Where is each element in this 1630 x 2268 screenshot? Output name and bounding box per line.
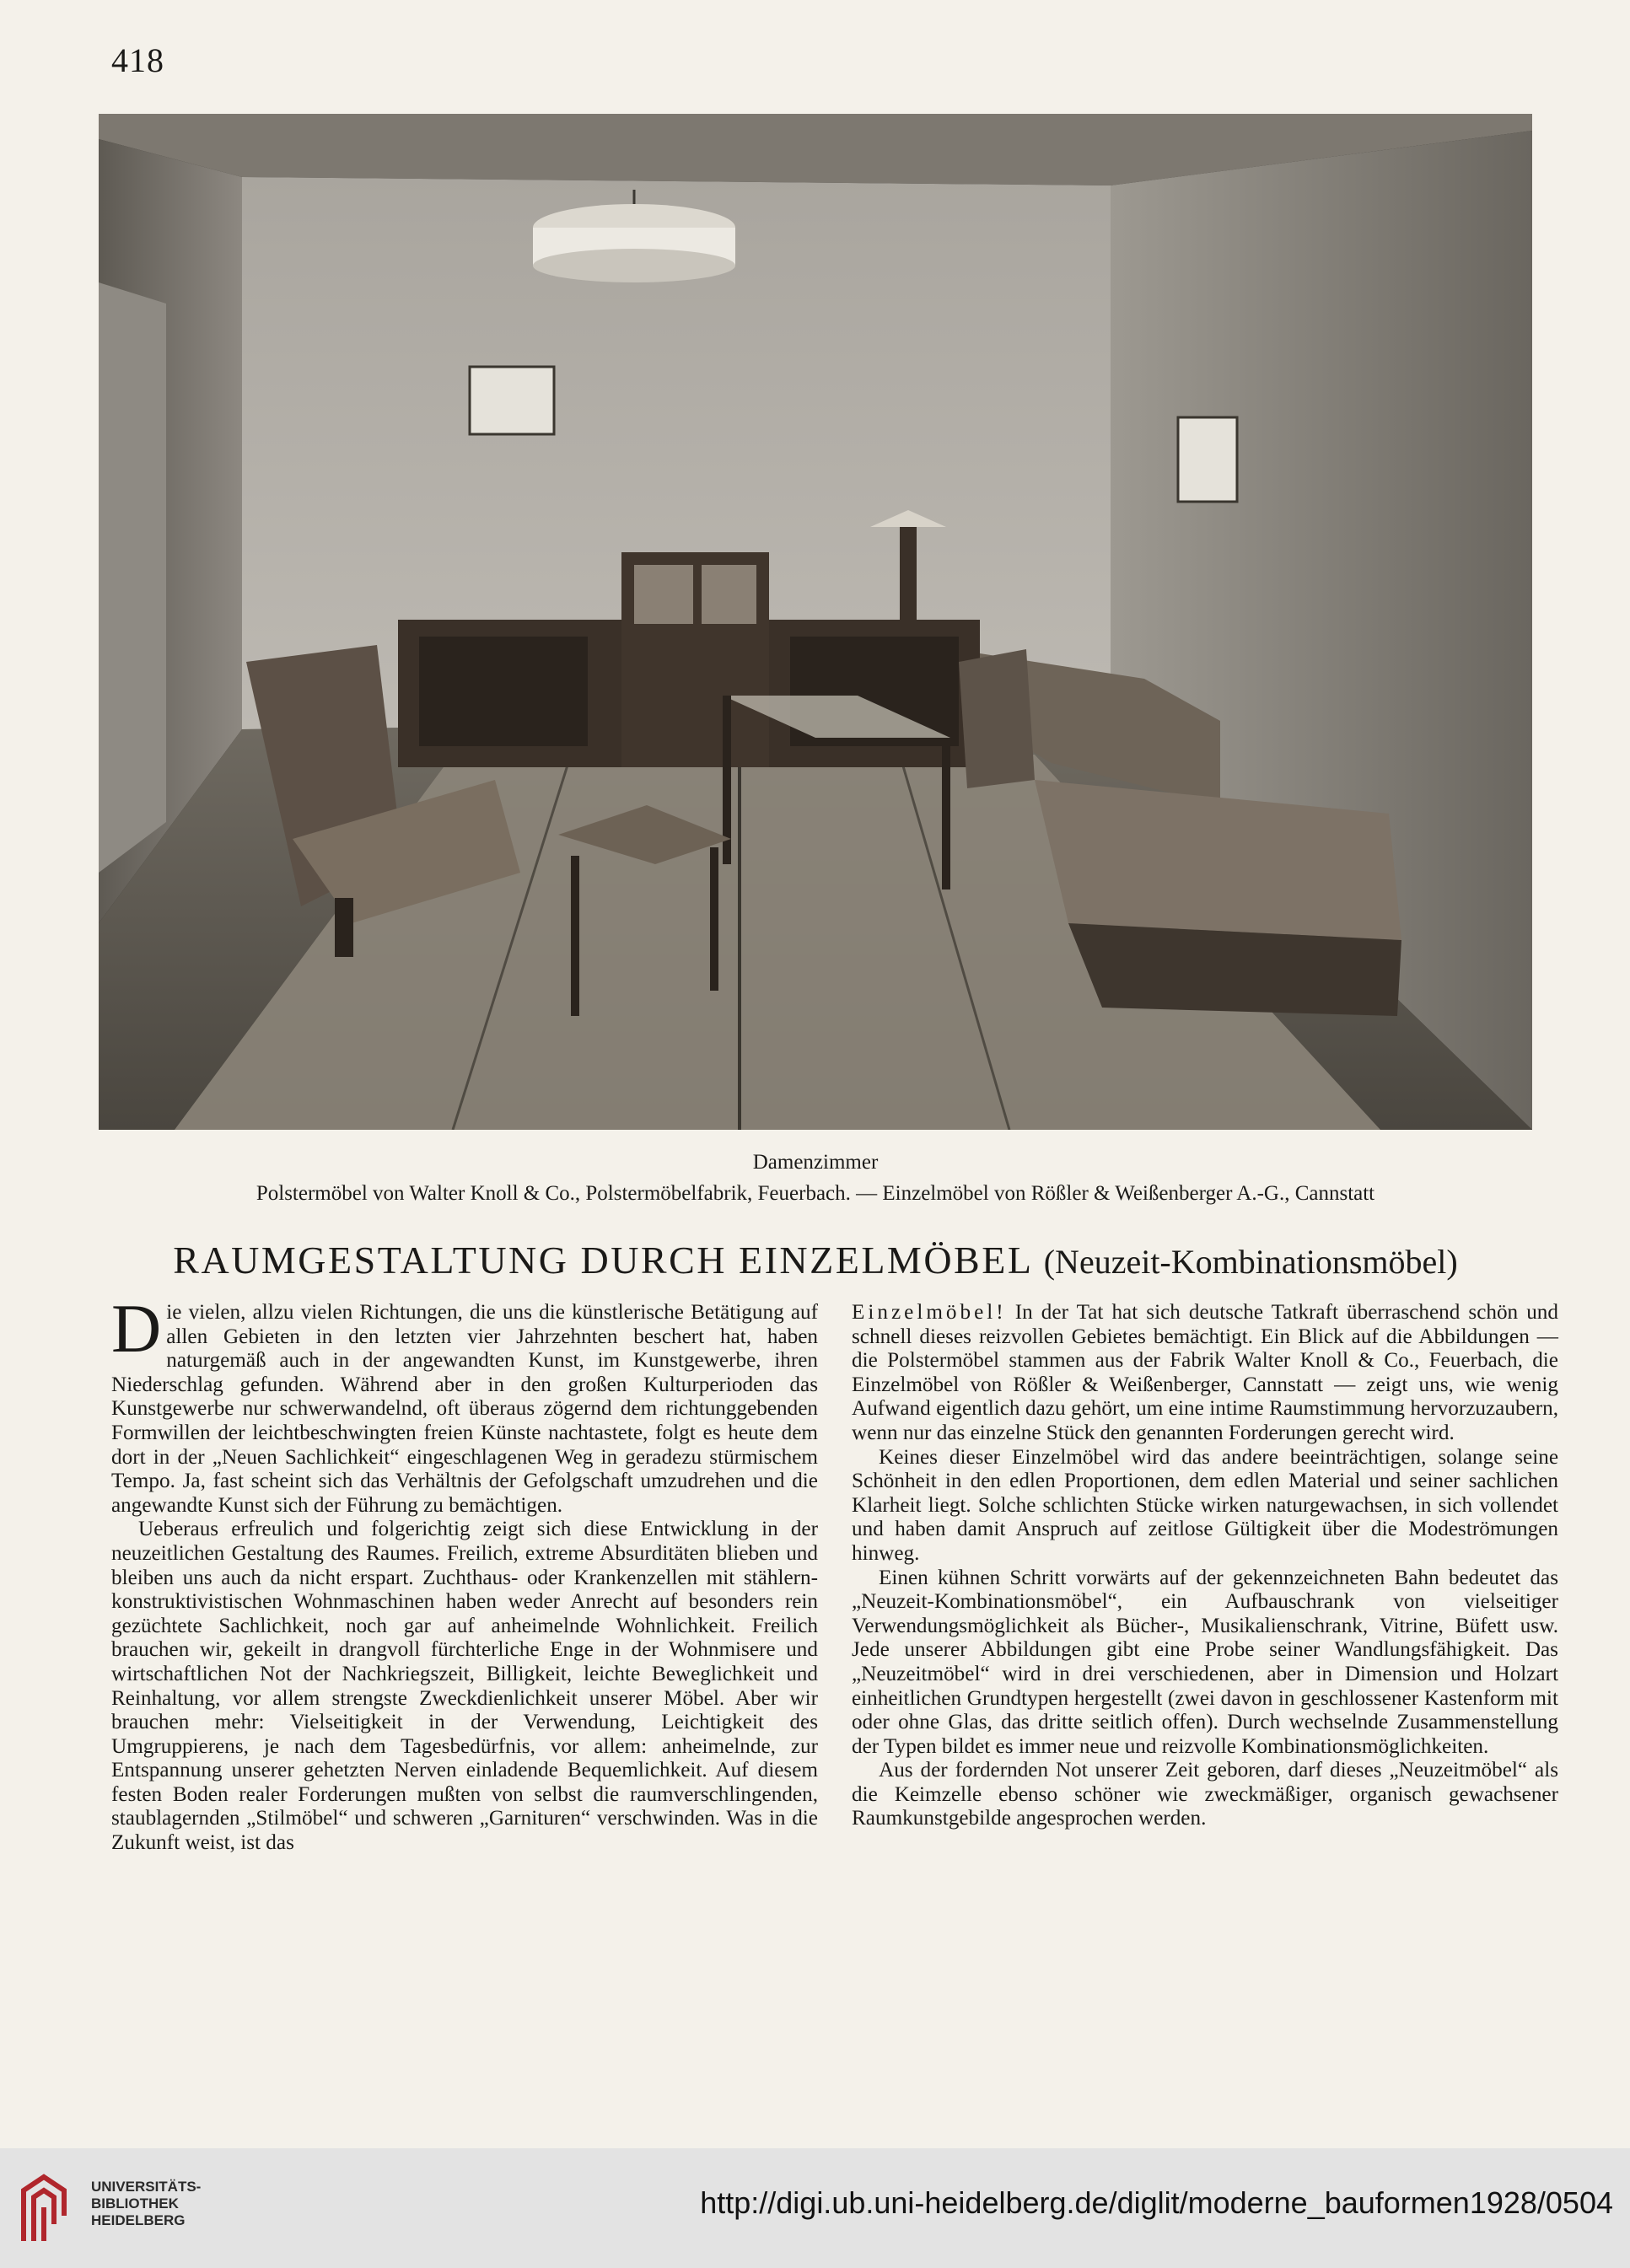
library-name [91, 2179, 201, 2229]
library-name-line: UNIVERSITÄTS- [91, 2179, 202, 2195]
room-photograph [99, 114, 1532, 1130]
library-logo-icon [19, 2165, 78, 2246]
article-heading [99, 1238, 1532, 1282]
paragraph [852, 1301, 1558, 1446]
room-photo-drawing [99, 114, 1532, 1130]
source-url-link[interactable]: http://digi.ub.uni-heidelberg.de/diglit/moderne_bauformen1928/0504 [700, 2185, 1613, 2220]
paragraph-text: ie vielen, allzu vielen Richtungen, die uns die künstlerische Betätigung auf allen Gebieten in den letzten vier Jahrzehnten beschert hat, haben naturgemäß auch in der angewandten Kunst, im Kunstgewerbe, ihren Niederschlag gefunden. Während aber in den großen Kulturperioden das Kunstgewerbe nur schwerwandelnd, oft überaus zögernd dem richtunggebenden Formwillen der leichtbeschwingten freien Künste nachtastete, folgt es heute dem dort in der „Neuen Sachlichkeit“ eingeschlagenen Weg in geradezu stürmischem Tempo. Ja, fast scheint sich das Verhältnis der Gefolgschaft umzudrehen und die angewandte Kunst sich der Führung zu bemächtigen. [111, 1301, 818, 1517]
paragraph: Aus der fordernden Not unserer Zeit geboren, darf dieses „Neuzeitmöbel“ als die Keimzelle ebenso schöner wie zweckmäßiger, organisch gewachsener Raumkunstgebilde angesprochen werden. [852, 1759, 1558, 1830]
article-title: RAUMGESTALTUNG DURCH EINZELMÖBEL [173, 1239, 1032, 1282]
text-column-left [111, 1290, 818, 1856]
library-name-line: BIBLIOTHEK [91, 2195, 179, 2212]
paragraph: Keines dieser Einzelmöbel wird das andere beeinträchtigen, solange seine Schönheit in den edlen Proportionen, dem edlen Material und seiner sachlichen Klarheit liegt. Solche schlichten Stücke wirken naturgewachsen, in sich vollendet und haben damit Anspruch auf zeitlose Gültigkeit über die Modeströmungen hinweg. [852, 1445, 1558, 1565]
figure-title: Damenzimmer [752, 1151, 879, 1174]
paragraph: Einen kühnen Schritt vorwärts auf der gekennzeichneten Bahn bedeutet das „Neuzeit-Kombinationsmöbel“, ein Aufbauschrank von vielseitiger Verwendungsmöglichkeit als Bücher-, Musikalienschrank, Vitrine, Büfett usw. Jede unserer Abbildungen gibt eine Probe seiner Wandlungsfähigkeit. Das „Neuzeitmöbel“ wird in drei verschiedenen, aber in Dimension und Holzart einheitlichen Grundtypen hergestellt (zwei davon in geschlossener Kastenform mit oder ohne Glas, das dritte seitlich offen). Durch wechselnde Zusammenstellung der Typen bildet es immer neue und reizvolle Kombinationsmöglichkeiten. [852, 1566, 1558, 1758]
emphasis-spaced: Einzelmöbel! [852, 1301, 1007, 1324]
paragraph-text: In der Tat hat sich deutsche Tatkraft überraschend schön und schnell dieses reizvollen Gebietes bemächtigt. Ein Blick auf die Abbildungen — die Polstermöbel stammen aus der Fabrik Walter Knoll & Co., Feuerbach, die Einzelmöbel von Rößler & Weißenberger, Cannstatt — zeigt uns, wie wenig Aufwand eigentlich dazu gehört, um eine intime Raumstimmung hervorzuzaubern, wenn nur das einzelne Stück den genannten Forderungen gerecht wird. [852, 1301, 1558, 1444]
paragraph: Ueberaus erfreulich und folgerichtig zeigt sich diese Entwicklung in der neuzeitlichen Gestaltung des Raumes. Freilich, extreme Absurditäten blieben und bleiben uns auch da nicht erspart. Zuchthaus- oder Krankenzellen mit stählern-konstruktivistischen Wohnmaschinen haben weder Anrecht auf besonders rein gezüchtete Sachlichkeit, noch gar auf anheimelnde Wohnlichkeit. Freilich brauchen wir, gekeilt in drangvoll fürchterliche Enge in der Wohnmisere und wirtschaftlichen Not der Nachkriegszeit, Billigkeit, leichte Beweglichkeit und Reinhaltung, vor allem strengste Zweckdienlichkeit unserer Möbel. Aber wir brauchen mehr: Vielseitigkeit in der Verwendung, Leichtigkeit des Umgruppierens, je nach dem Tagesbedürfnis, vor allem: anheimelnde, zur Entspannung unserer gehetzten Nerven einladende Bequemlichkeit. Auf diesem festen Boden realer Forderungen mußten von selbst die raumverschlingenden, staublagernden „Stilmöbel“ und schweren „Garnituren“ verschwinden. Was in die Zukunft weist, ist das [111, 1518, 818, 1855]
paragraph [111, 1290, 818, 1518]
library-name-line: HEIDELBERG [91, 2212, 186, 2228]
page-number: 418 [111, 41, 164, 79]
figure-credits: Polstermöbel von Walter Knoll & Co., Polstermöbelfabrik, Feuerbach. — Einzelmöbel von Rößler & Weißenberger A.-G., Cannstatt [256, 1182, 1375, 1205]
drop-cap: D [111, 1290, 162, 1367]
article-subtitle: (Neuzeit-Kombinationsmöbel) [1043, 1243, 1458, 1281]
library-footer [0, 2148, 1630, 2268]
text-column-right [852, 1301, 1558, 1831]
